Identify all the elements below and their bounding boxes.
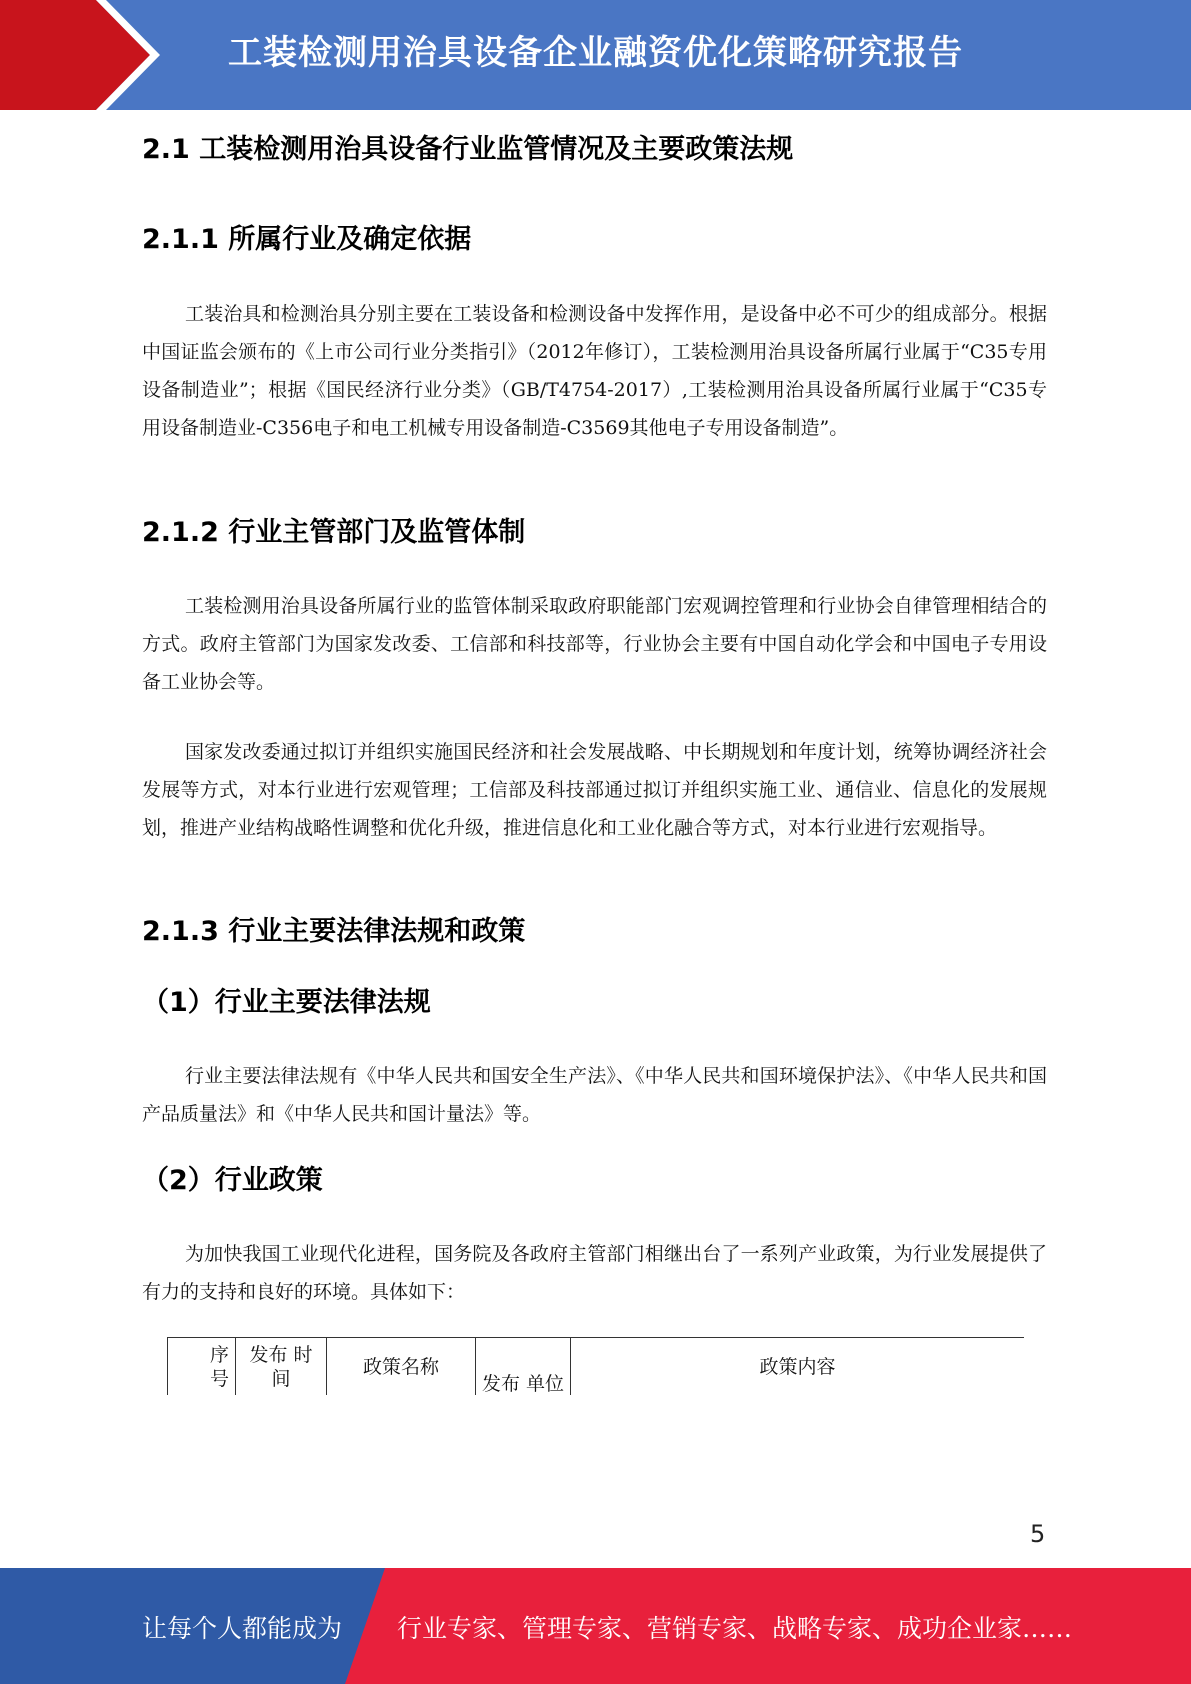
header-release-unit: 发布 单位 (476, 1338, 571, 1396)
paragraph-policy-intro: 为加快我国工业现代化进程，国务院及各政府主管部门相继出台了一系列产业政策，为行业发展提供了有力的支持和良好的环境。具体如下： (142, 1243, 1047, 1303)
page-footer (0, 1568, 1191, 1684)
paragraph-industry-basis: 工装治具和检测治具分别主要在工装设备和检测设备中发挥作用，是设备中必不可少的组成部分。根据中国证监会颁布的《上市公司行业分类指引》（2012年修订），工装检测用治具设备所属行业属于“C35专用设备制造业”；根据《国民经济行业分类》（GB/T4754-2017）,工装检测用治具设备所属行业属于“C35专用设备制造业-C356电子和电工机械专用设备制造-C3569其他电子专用设备制造”。 (142, 303, 1047, 439)
header-policy-content: 政策内容 (571, 1338, 1025, 1396)
footer-slogan-right: 行业专家、管理专家、营销专家、战略专家、成功企业家…… (397, 1614, 1073, 1643)
laws-heading: （1）行业主要法律法规 (142, 987, 431, 1018)
header-seq: 序 号 (168, 1338, 236, 1396)
table-header-row (168, 1338, 1025, 1396)
paragraph-laws: 行业主要法律法规有《中华人民共和国安全生产法》、《中华人民共和国环境保护法》、《中华人民共和国产品质量法》和《中华人民共和国计量法》等。 (142, 1065, 1047, 1125)
section-heading: 2.1 工装检测用治具设备行业监管情况及主要政策法规 (142, 134, 794, 165)
page-number: 5 (1030, 1520, 1046, 1548)
header-release-date: 发布 时 间 (236, 1338, 327, 1396)
subsection-heading-2-1-3: 2.1.3 行业主要法律法规和政策 (142, 916, 526, 947)
subsection-heading-2-1-2: 2.1.2 行业主管部门及监管体制 (142, 517, 526, 548)
policy-heading: （2）行业政策 (142, 1165, 323, 1196)
report-title: 工装检测用治具设备企业融资优化策略研究报告 (228, 33, 963, 73)
subsection-heading-2-1-1: 2.1.1 所属行业及确定依据 (142, 224, 472, 255)
header-policy-name: 政策名称 (327, 1338, 476, 1396)
policy-table (167, 1337, 1024, 1395)
footer-slogan-left: 让每个人都能成为 (142, 1614, 343, 1643)
paragraph-regulatory-system: 工装检测用治具设备所属行业的监管体制采取政府职能部门宏观调控管理和行业协会自律管理相结合的方式。政府主管部门为国家发改委、工信部和科技部等，行业协会主要有中国自动化学会和中国电子专用设备工业协会等。 (142, 595, 1047, 693)
paragraph-ndrc-management: 国家发改委通过拟订并组织实施国民经济和社会发展战略、中长期规划和年度计划，统筹协调经济社会发展等方式，对本行业进行宏观管理；工信部及科技部通过拟订并组织实施工业、通信业、信息化的发展规划，推进产业结构战略性调整和优化升级，推进信息化和工业化融合等方式，对本行业进行宏观指导。 (142, 741, 1047, 839)
header-red-arrow (0, 0, 150, 110)
page-header (0, 0, 1191, 110)
